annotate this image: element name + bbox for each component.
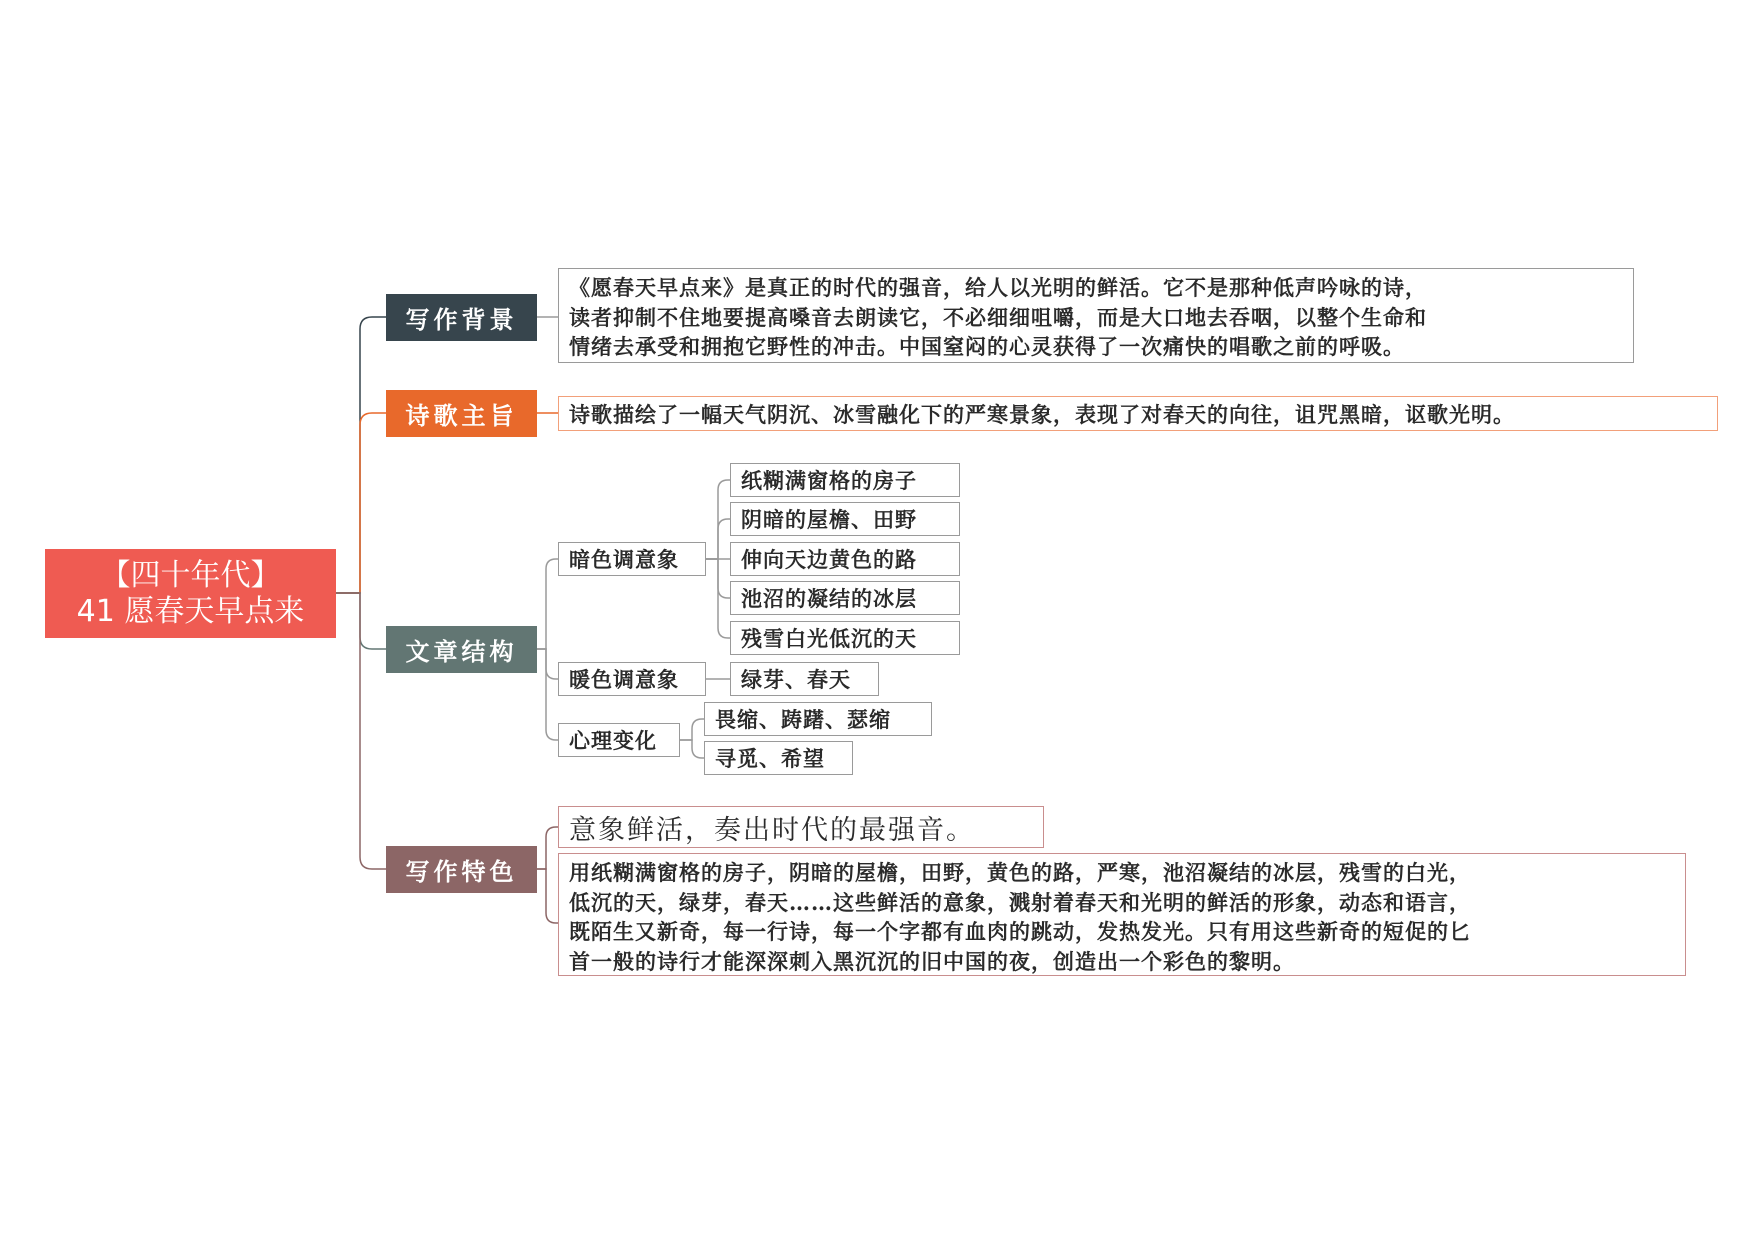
dark-item[interactable]: 池沼的凝结的冰层	[730, 581, 960, 615]
link-dark-item-2	[706, 519, 730, 559]
branch-theme[interactable]: 诗歌主旨	[386, 390, 537, 437]
root-title: 41 愿春天早点来	[76, 593, 305, 629]
branch-features[interactable]: 写作特色	[386, 846, 537, 893]
background-line: 读者抑制不住地要提高嗓音去朗读它，不必细细咀嚼，而是大口地去吞咽，以整个生命和	[569, 304, 1427, 330]
features-line: 首一般的诗行才能深深刺入黑沉沉的旧中国的夜，创造出一个彩色的黎明。	[569, 948, 1295, 974]
structure-psych-change[interactable]: 心理变化	[558, 723, 680, 757]
structure-warm-imagery[interactable]: 暖色调意象	[558, 662, 706, 696]
root-era: 【四十年代】	[100, 557, 281, 593]
features-headline[interactable]: 意象鲜活，奏出时代的最强音。	[558, 806, 1044, 848]
features-line: 用纸糊满窗格的房子，阴暗的屋檐，田野，黄色的路，严寒，池沼凝结的冰层，残雪的白光，	[569, 860, 1471, 885]
features-line: 既陌生又新奇，每一行诗，每一个字都有血肉的跳动，发热发光。只有用这些新奇的短促的匕	[569, 919, 1471, 944]
features-text[interactable]	[558, 853, 1686, 976]
dark-item[interactable]: 残雪白光低沉的天	[730, 621, 960, 655]
dark-item[interactable]: 阴暗的屋檐、田野	[730, 502, 960, 536]
link-root-background	[336, 317, 386, 593]
dark-item[interactable]: 纸糊满窗格的房子	[730, 463, 960, 497]
branch-background[interactable]: 写作背景	[386, 294, 537, 341]
link-root-structure	[336, 593, 386, 649]
root-node[interactable]	[45, 549, 336, 638]
link-features-headline	[537, 827, 558, 869]
link-psych-item-2	[680, 740, 704, 758]
background-line: 情绪去承受和拥抱它野性的冲击。中国窒闷的心灵获得了一次痛快的唱歌之前的呼吸。	[569, 334, 1405, 359]
branch-structure[interactable]: 文章结构	[386, 626, 537, 673]
theme-text[interactable]: 诗歌描绘了一幅天气阴沉、冰雪融化下的严寒景象，表现了对春天的向往，诅咒黑暗，讴歌光明。	[558, 396, 1718, 431]
link-root-theme	[336, 413, 386, 593]
background-line: 《愿春天早点来》是真正的时代的强音，给人以光明的鲜活。它不是那种低声吟咏的诗，	[569, 275, 1427, 300]
dark-item[interactable]: 伸向天边黄色的路	[730, 542, 960, 576]
warm-item[interactable]: 绿芽、春天	[730, 662, 879, 696]
link-root-features	[336, 593, 386, 869]
psych-item[interactable]: 畏缩、踌躇、瑟缩	[704, 702, 932, 736]
background-text[interactable]	[558, 268, 1634, 363]
link-structure-psych	[537, 649, 558, 740]
link-structure-dark	[537, 559, 558, 649]
link-features-text	[537, 869, 558, 923]
psych-item[interactable]: 寻觅、希望	[704, 741, 853, 775]
features-line: 低沉的天，绿芽，春天……这些鲜活的意象，溅射着春天和光明的鲜活的形象，动态和语言，	[569, 889, 1471, 915]
structure-dark-imagery[interactable]: 暗色调意象	[558, 542, 706, 576]
link-psych-item-1	[680, 719, 704, 740]
link-structure-warm	[537, 649, 558, 679]
